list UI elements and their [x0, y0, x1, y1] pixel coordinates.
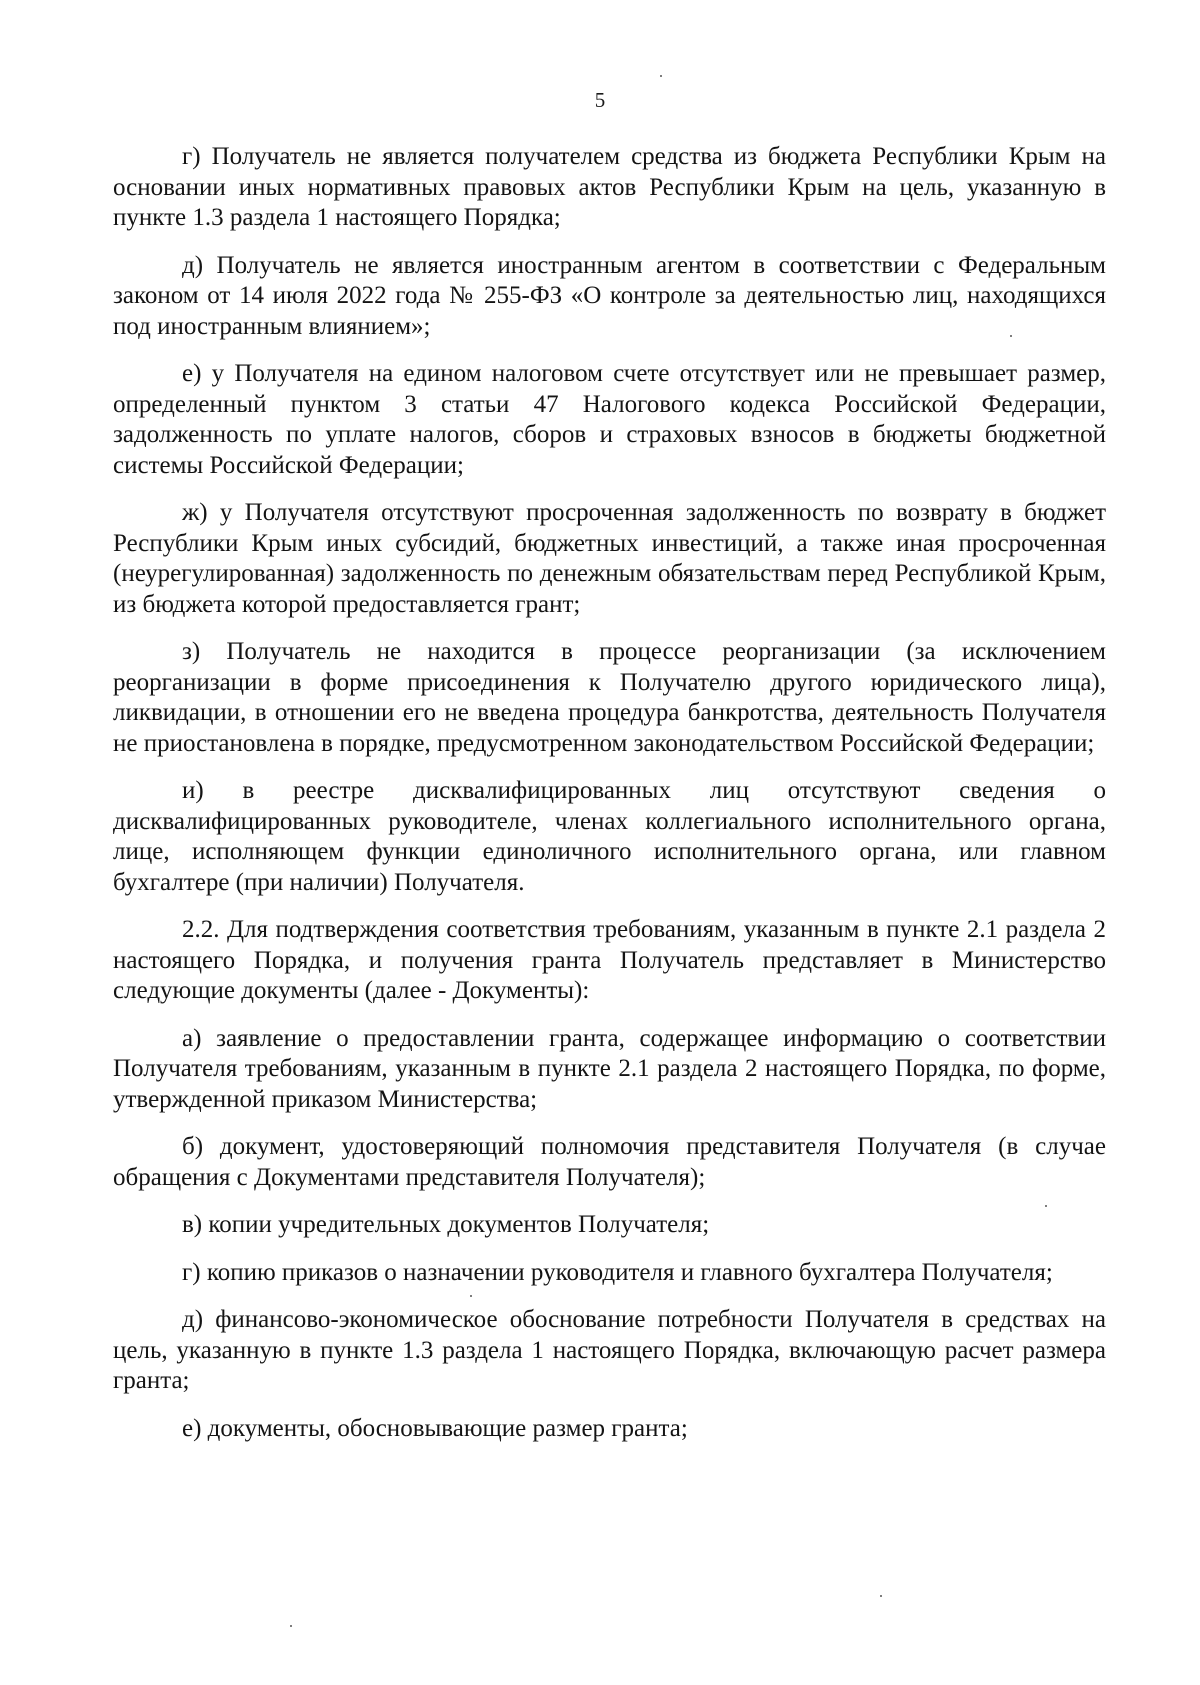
paragraph-doc-a: а) заявление о предоставлении гранта, содержащее информацию о соответствии Получателя требованиям, указанным в пункте 2.1 раздела 2 настоящего Порядка, по форме, утвержденной приказом Министерства;: [113, 1024, 1106, 1113]
paragraph-doc-g: г) копию приказов о назначении руководителя и главного бухгалтера Получателя;: [182, 1258, 1053, 1286]
paragraph-doc-v: в) копии учредительных документов Получателя;: [182, 1211, 710, 1238]
paragraph-doc-e: е) документы, обосновывающие размер гранта;: [182, 1414, 688, 1442]
paragraph-section-2-2: 2.2. Для подтверждения соответствия требованиям, указанным в пункте 2.1 раздела 2 настоящего Порядка, и получения гранта Получатель представляет в Министерство следующие документы (далее - Документы):: [113, 916, 1106, 1004]
paragraph-doc-b: б) документ, удостоверяющий полномочия представителя Получателя (в случае обращения с Документами представителя Получателя);: [113, 1133, 1106, 1191]
paragraph-item-zh: ж) у Получателя отсутствуют просроченная задолженность по возврату в бюджет Республики Крым иных субсидий, бюджетных инвестиций, а также иная просроченная (неурегулированная) задолженность по денежным обязательствам перед Республикой Крым, из бюджета которой предоставляется грант;: [113, 499, 1106, 618]
paragraph-item-z: з) Получатель не находится в процессе реорганизации (за исключением реорганизации в форме присоединения к Получателю другого юридического лица), ликвидации, в отношении его не введена процедура банкротства, деятельность Получателя не приостановлена в порядке, предусмотренном законодательством Российской Федерации;: [113, 638, 1106, 757]
scan-speck: [470, 1295, 472, 1297]
scan-speck: [290, 1625, 292, 1627]
scan-speck: [1010, 335, 1012, 337]
paragraph-doc-d: д) финансово-экономическое обоснование потребности Получателя в средствах на цель, указанную в пункте 1.3 раздела 1 настоящего Порядка, включающую расчет размера гранта;: [113, 1306, 1106, 1394]
scan-speck: [880, 1595, 882, 1597]
paragraph-item-i: и) в реестре дисквалифицированных лиц отсутствуют сведения о дисквалифицированных руководителе, членах коллегиального исполнительного органа, лице, исполняющем функции единоличного исполнительного органа, или главном бухгалтере (при наличии) Получателя.: [113, 777, 1106, 896]
paragraph-item-d: д) Получатель не является иностранным агентом в соответствии с Федеральным законом от 14 июля 2022 года № 255-ФЗ «О контроле за деятельностью лиц, находящихся под иностранным влиянием»;: [113, 251, 1106, 340]
document-body: [113, 142, 1106, 1461]
paragraph-item-e: е) у Получателя на едином налоговом счете отсутствует или не превышает размер, определенный пунктом 3 статьи 47 Налогового кодекса Российской Федерации, задолженность по уплате налогов, сборов и страховых взносов в бюджеты бюджетной системы Российской Федерации;: [113, 360, 1106, 479]
scan-speck: [1045, 1205, 1047, 1207]
paragraph-item-g: г) Получатель не является получателем средства из бюджета Республики Крым на основании иных нормативных правовых актов Республики Крым на цель, указанную в пункте 1.3 раздела 1 настоящего Порядка;: [113, 143, 1106, 231]
page-number: 5: [594, 88, 606, 112]
scan-speck: [660, 75, 662, 77]
